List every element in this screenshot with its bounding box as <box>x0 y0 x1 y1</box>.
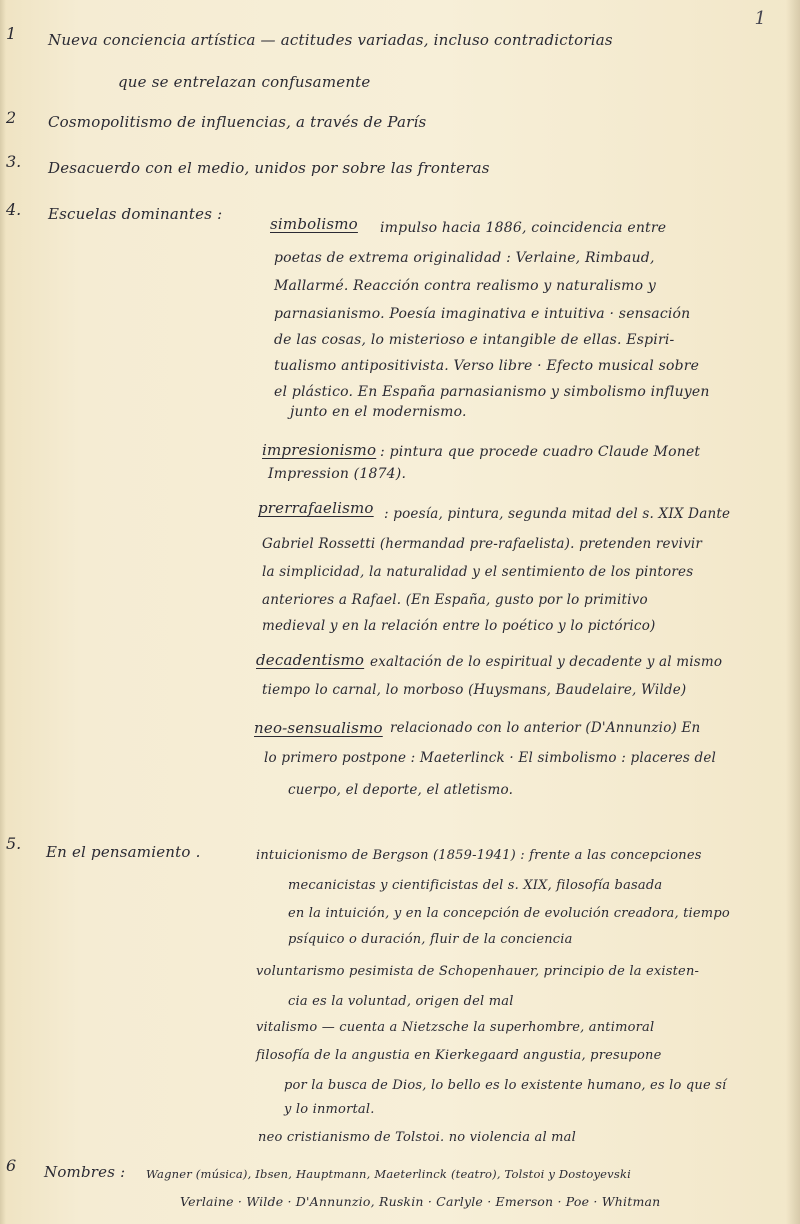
school-text-line: relacionado con lo anterior (D'Annunzio) En <box>390 720 701 736</box>
school-text-line: la simplicidad, la naturalidad y el sentimiento de los pintores <box>262 564 694 580</box>
school-text-line: Mallarmé. Reacción contra realismo y naturalismo y <box>274 278 656 294</box>
item-text-line: filosofía de la angustia en Kierkegaard angustia, presupone <box>256 1048 662 1063</box>
school-text-line: Gabriel Rossetti (hermandad pre-rafaelista). pretenden revivir <box>262 536 703 552</box>
item-lead: En el pensamiento . <box>46 843 201 861</box>
item-text-line: por la busca de Dios, lo bello es lo existente humano, es lo que sí <box>284 1078 727 1093</box>
school-text-line: Impression (1874). <box>268 466 407 482</box>
school-text-line: : pintura que procede cuadro Claude Monet <box>380 444 701 460</box>
school-term: simbolismo <box>270 215 358 233</box>
item-lead: Escuelas dominantes : <box>48 205 223 223</box>
item-number: 1 <box>6 24 17 43</box>
page-left-shadow <box>0 0 6 1224</box>
item-text-line: intuicionismo de Bergson (1859-1941) : frente a las concepciones <box>256 848 702 863</box>
item-text-line: neo cristianismo de Tolstoi. no violencia al mal <box>258 1130 576 1145</box>
school-text-line: tualismo antipositivista. Verso libre · Efecto musical sobre <box>274 358 700 374</box>
item-text-line: voluntarismo pesimista de Schopenhauer, principio de la existen- <box>256 964 700 979</box>
item-text-line: que se entrelazan confusamente <box>118 73 371 91</box>
item-text-line: y lo inmortal. <box>284 1102 375 1117</box>
item-text-line: Nueva conciencia artística — actitudes variadas, incluso contradictorias <box>48 31 613 49</box>
school-text-line: poetas de extrema originalidad : Verlaine, Rimbaud, <box>274 250 655 266</box>
school-text-line: parnasianismo. Poesía imaginativa e intuitiva · sensación <box>274 306 691 322</box>
school-term: decadentismo <box>256 651 365 669</box>
item-number: 4. <box>6 200 22 219</box>
item-text-line: psíquico o duración, fluir de la conciencia <box>288 932 573 947</box>
school-text-line: lo primero postpone : Maeterlinck · El simbolismo : placeres del <box>264 750 717 766</box>
school-term: prerrafaelismo <box>258 499 374 517</box>
item-text-line: Cosmopolitismo de influencias, a través de París <box>48 113 427 131</box>
school-text-line: tiempo lo carnal, lo morboso (Huysmans, Baudelaire, Wilde) <box>262 682 687 698</box>
school-text-line: de las cosas, lo misterioso e intangible de ellas. Espiri- <box>274 332 675 348</box>
school-text-line: cuerpo, el deporte, el atletismo. <box>288 782 514 798</box>
item-text-line: mecanicistas y cientificistas del s. XIX, filosofía basada <box>288 878 663 893</box>
item-text-line: vitalismo — cuenta a Nietzsche la superhombre, antimoral <box>256 1020 655 1035</box>
school-text-line: impulso hacia 1886, coincidencia entre <box>380 220 667 236</box>
item-text-line: en la intuición, y en la concepción de evolución creadora, tiempo <box>288 906 730 921</box>
item-text-line: Verlaine · Wilde · D'Annunzio, Ruskin · Carlyle · Emerson · Poe · Whitman <box>180 1194 661 1209</box>
item-number: 3. <box>6 152 22 171</box>
page-number: 1 <box>754 8 766 29</box>
item-text-line: Desacuerdo con el medio, unidos por sobre las fronteras <box>48 159 490 177</box>
school-text-line: anteriores a Rafael. (En España, gusto por lo primitivo <box>262 592 648 608</box>
school-text-line: : poesía, pintura, segunda mitad del s. XIX Dante <box>384 506 731 522</box>
item-number: 5. <box>6 834 22 853</box>
school-term: impresionismo <box>262 441 377 459</box>
item-number: 2 <box>6 108 17 127</box>
page-right-shadow <box>786 0 800 1224</box>
item-lead: Nombres : <box>44 1163 126 1181</box>
school-text-line: junto en el modernismo. <box>290 404 467 420</box>
item-text-line: cia es la voluntad, origen del mal <box>288 994 514 1009</box>
item-number: 6 <box>6 1156 17 1175</box>
school-text-line: exaltación de lo espiritual y decadente y al mismo <box>370 654 723 670</box>
school-text-line: medieval y en la relación entre lo poético y lo pictórico) <box>262 618 656 634</box>
school-term: neo-sensualismo <box>254 719 383 737</box>
school-text-line: el plástico. En España parnasianismo y simbolismo influyen <box>274 384 710 400</box>
item-text-line: Wagner (música), Ibsen, Hauptmann, Maeterlinck (teatro), Tolstoi y Dostoyevski <box>146 1167 632 1181</box>
